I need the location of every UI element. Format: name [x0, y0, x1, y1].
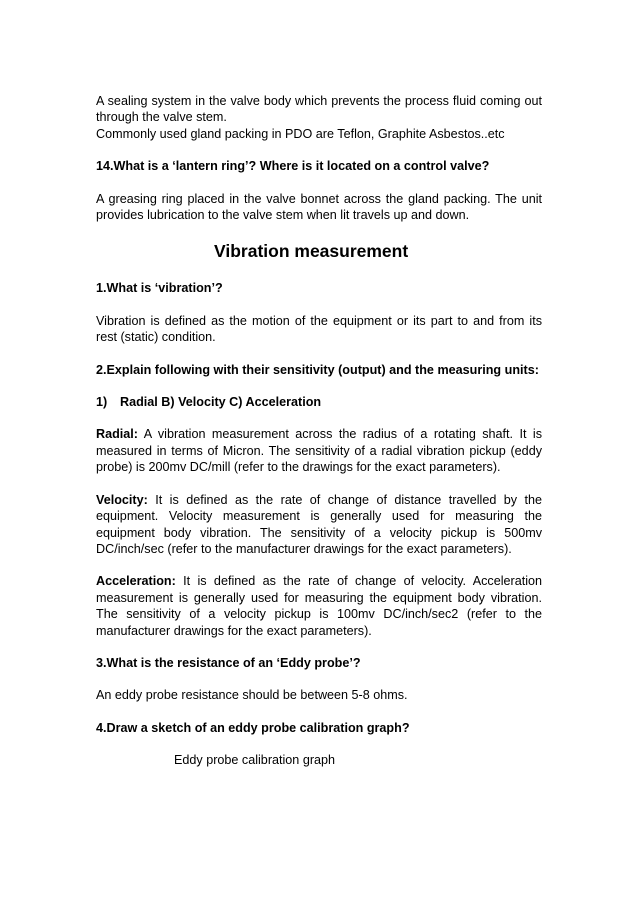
- radial-text: A vibration measurement across the radius of a rotating shaft. It is measured in terms of Micron. The sensitivity of a radial vibration pickup (eddy probe) is 200mv DC/mill (refer to the drawings for the exact parameters).: [96, 427, 542, 475]
- question-1: 1.What is ‘vibration’?: [96, 281, 223, 296]
- list-item-radial-velocity-acceleration: [96, 394, 542, 410]
- radial-definition: [96, 426, 542, 475]
- answer-14: A greasing ring placed in the valve bonnet across the gland packing. The unit provides lubrication to the valve stem when lit travels up and down.: [96, 191, 542, 223]
- list-number: 1): [96, 395, 108, 410]
- document-page: [96, 93, 542, 785]
- answer-1: Vibration is defined as the motion of the equipment or its part to and from its rest (static) condition.: [96, 313, 542, 345]
- acceleration-text: It is defined as the rate of change of velocity. Acceleration measurement is generally used for measuring the equipment body vibration. The sensitivity of a velocity pickup is 100mv DC/inch/sec2 (refer to the manufacturer drawings for the exact parameters).: [96, 574, 543, 638]
- acceleration-definition: [96, 573, 542, 639]
- sealing-description: A sealing system in the valve body which prevents the process fluid coming out through the valve stem.: [96, 94, 542, 125]
- velocity-text: It is defined as the rate of change of distance travelled by the equipment. Velocity measurement is generally used for measuring the equipment body vibration. The sensitivity of a velocity pickup is 500mv DC/inch/sec (refer to the manufacturer drawings for the exact parameters).: [96, 492, 543, 556]
- list-text: Radial B) Velocity C) Acceleration: [120, 395, 322, 410]
- section-title: Vibration measurement: [214, 241, 409, 262]
- question-3: 3.What is the resistance of an ‘Eddy probe’?: [96, 655, 361, 670]
- velocity-term: Velocity:: [96, 492, 148, 507]
- answer-3: An eddy probe resistance should be between 5-8 ohms.: [96, 688, 408, 703]
- acceleration-term: Acceleration:: [96, 574, 176, 589]
- radial-term: Radial:: [96, 427, 138, 442]
- velocity-definition: [96, 492, 542, 558]
- question-4: 4.Draw a sketch of an eddy probe calibration graph?: [96, 720, 410, 735]
- question-14: 14.What is a ‘lantern ring’? Where is it located on a control valve?: [96, 159, 490, 174]
- graph-caption: Eddy probe calibration graph: [174, 753, 336, 768]
- question-2: 2.Explain following with their sensitivity (output) and the measuring units:: [96, 362, 539, 377]
- gland-packing-note: Commonly used gland packing in PDO are Teflon, Graphite Asbestos..etc: [96, 126, 505, 141]
